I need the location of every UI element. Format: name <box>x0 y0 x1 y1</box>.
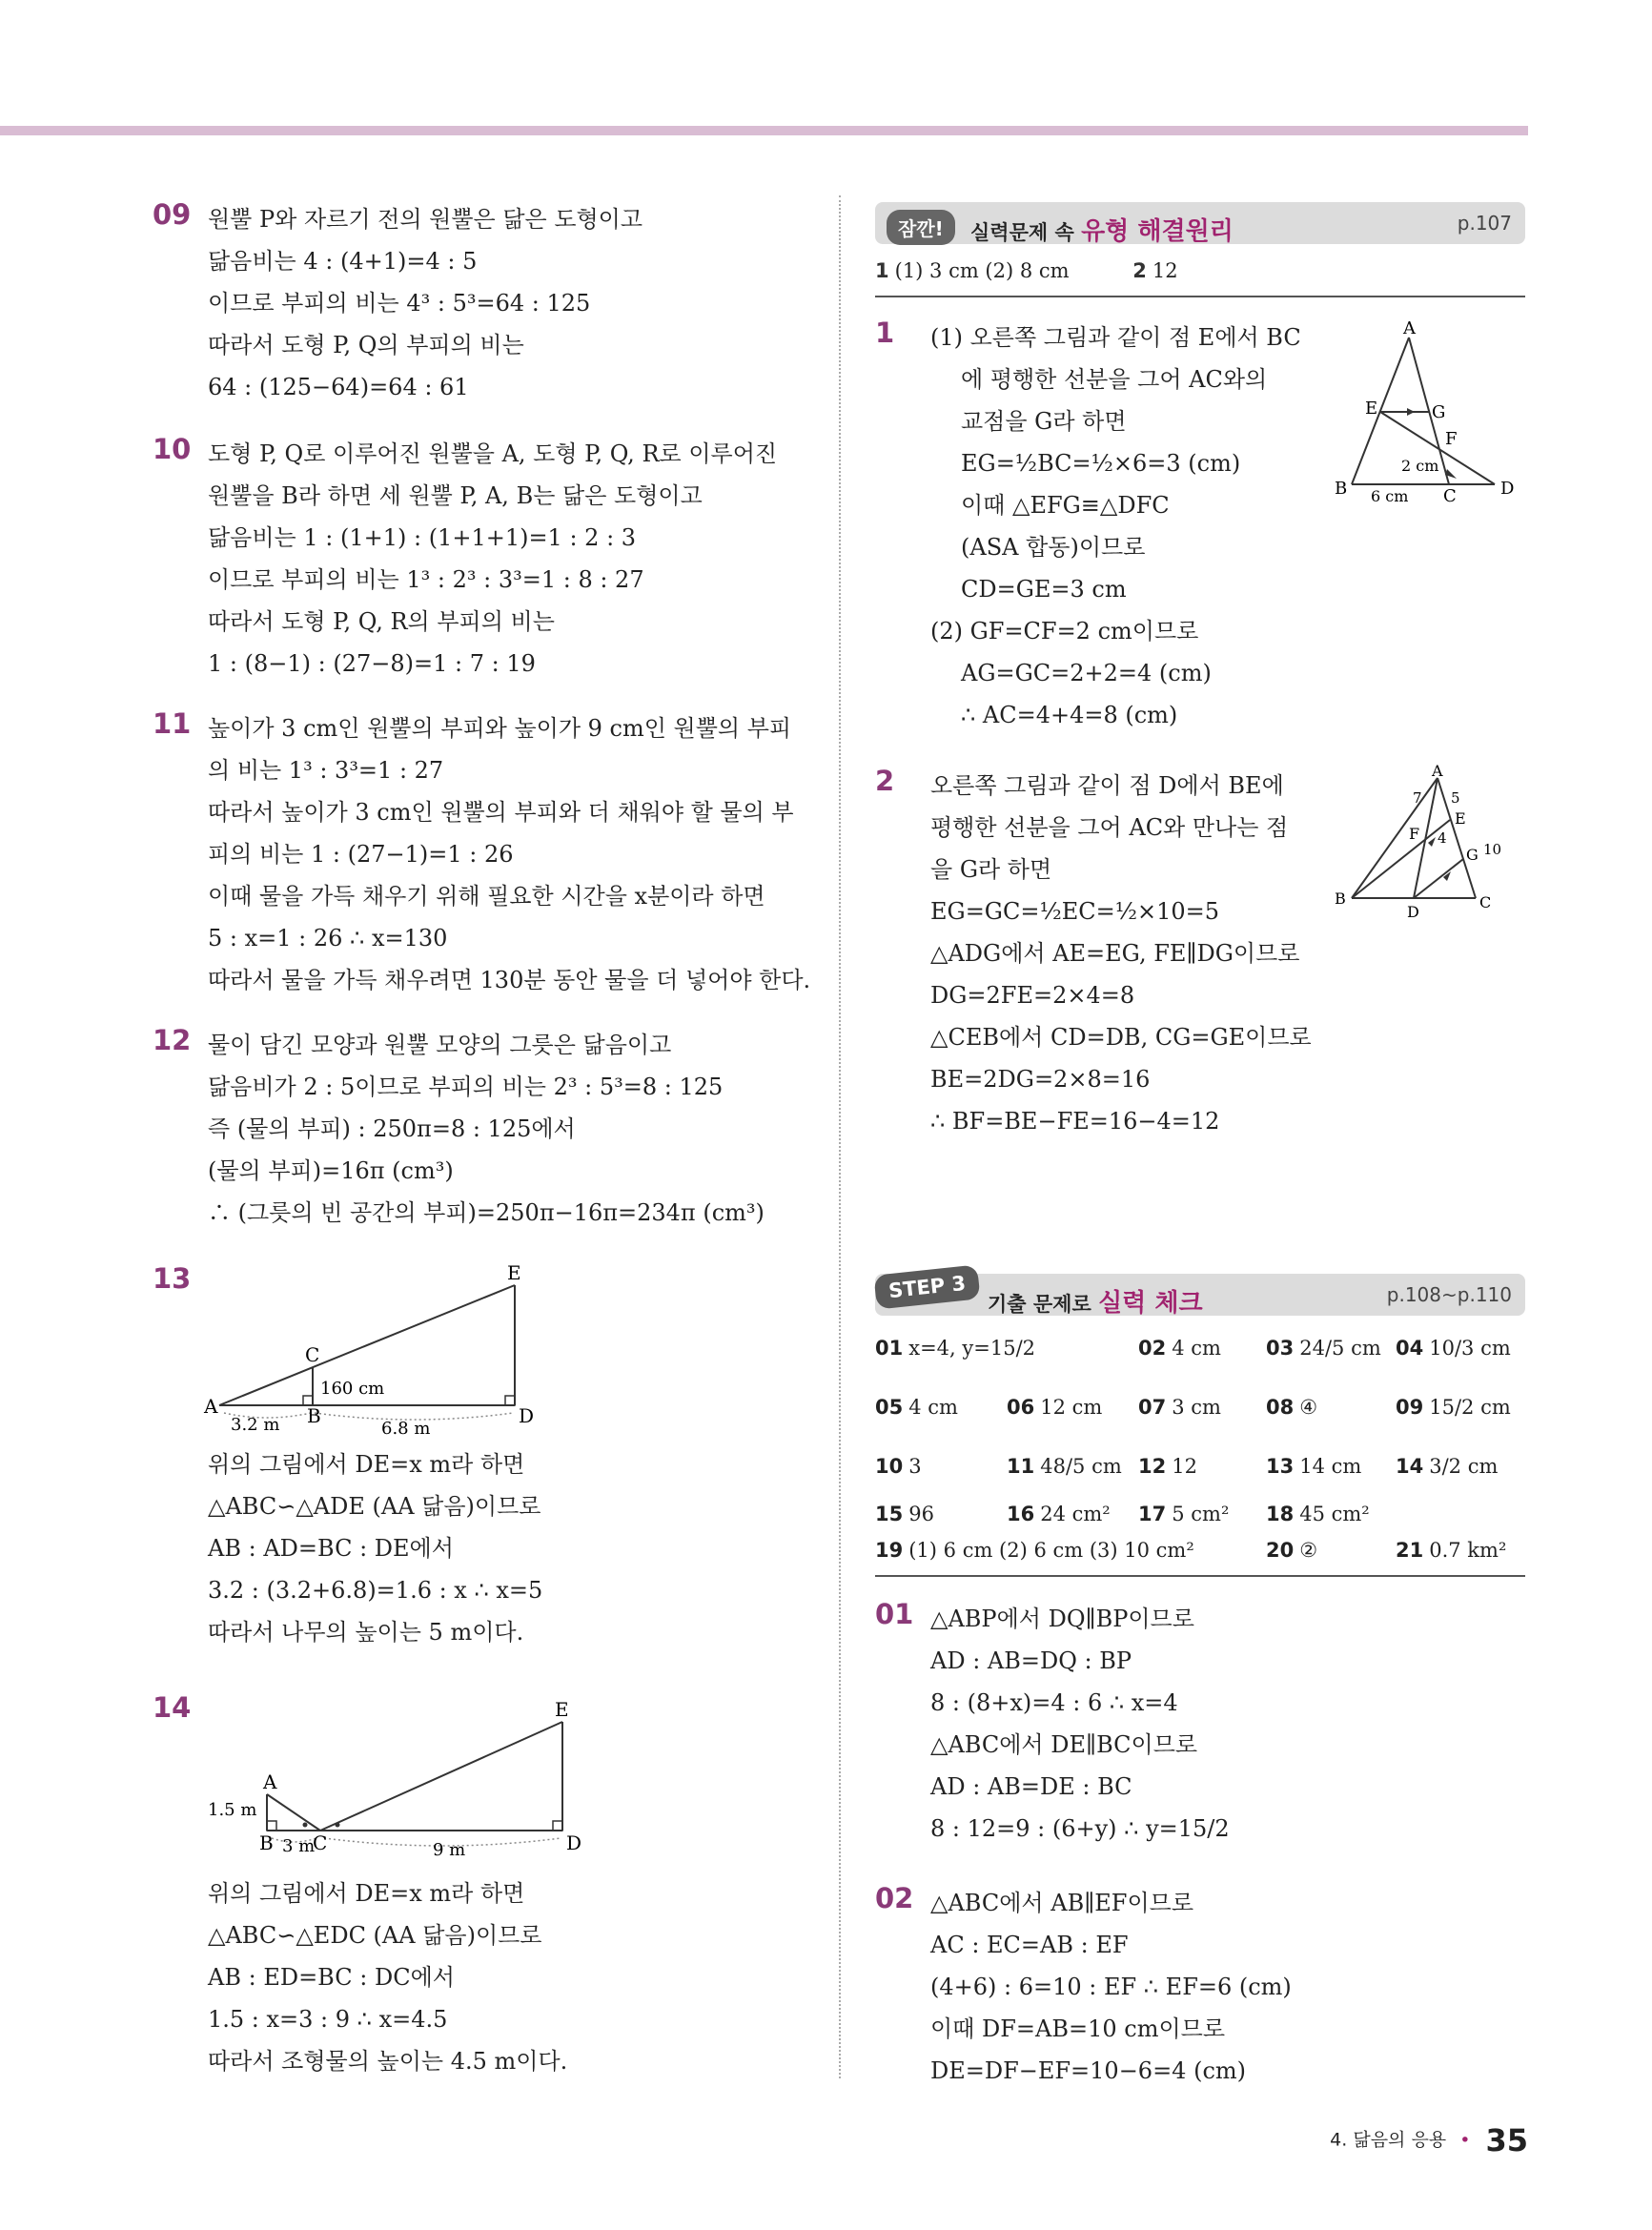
point-label: G <box>1466 846 1479 864</box>
point-label: C <box>305 1343 320 1366</box>
bullet-dot: • <box>1459 2129 1471 2151</box>
chapter-title: 4. 닮음의 응용 <box>1330 2129 1447 2151</box>
length-label: 2 cm <box>1401 457 1439 475</box>
solution-line: AB : ED=BC : DC에서 <box>208 1964 455 1991</box>
column-divider <box>839 195 841 2078</box>
answer-item: 21 0.7 km² <box>1396 1539 1507 1562</box>
problem-number: 09 <box>153 198 192 231</box>
answer-item: 07 3 cm <box>1138 1396 1221 1419</box>
point-label: C <box>1479 893 1492 911</box>
point-label: A <box>1403 318 1416 338</box>
answer-item: 14 3/2 cm <box>1396 1455 1499 1478</box>
solution-line: BE=2DG=2×8=16 <box>930 1066 1151 1093</box>
length-label: 4 <box>1438 829 1447 847</box>
problem-number: 2 <box>875 765 895 797</box>
answer-item: 11 48/5 cm <box>1007 1455 1122 1478</box>
solution-line: 의 비는 1³ : 3³=1 : 27 <box>208 757 444 784</box>
solution-line: 에 평행한 선분을 그어 AC와의 <box>961 366 1268 393</box>
solution-line: 따라서 도형 P, Q, R의 부피의 비는 <box>208 608 555 635</box>
solution-line: 이때 △EFG≡△DFC <box>961 492 1170 519</box>
point-label: F <box>1409 825 1420 843</box>
problem-number: 01 <box>875 1598 914 1630</box>
solution-line: 이므로 부피의 비는 1³ : 2³ : 3³=1 : 8 : 27 <box>208 566 644 593</box>
solution-line: 8 : (8+x)=4 : 6 ∴ x=4 <box>930 1689 1178 1716</box>
answer-item: 12 12 <box>1138 1455 1197 1478</box>
solution-line: △ABC∽△EDC (AA 닮음)이므로 <box>208 1922 542 1949</box>
section-banner-tip <box>875 202 1525 244</box>
solution-line: △ADG에서 AE=EG, FE∥DG이므로 <box>930 940 1300 967</box>
point-label: F <box>1445 429 1458 449</box>
solution-line: 이때 DF=AB=10 cm이므로 <box>930 2015 1225 2042</box>
answer-item: 17 5 cm² <box>1138 1503 1230 1525</box>
solution-line: DE=DF−EF=10−6=4 (cm) <box>930 2057 1247 2084</box>
point-label: D <box>566 1831 582 1854</box>
answer-item: 06 12 cm <box>1007 1396 1103 1419</box>
tree-shadow-diagram <box>200 1262 639 1453</box>
solution-line: 위의 그림에서 DE=x m라 하면 <box>208 1880 525 1907</box>
solution-line: 64 : (125−64)=64 : 61 <box>208 374 469 400</box>
point-label: B <box>307 1404 321 1427</box>
mirror-reflection-diagram <box>200 1691 639 1882</box>
length-label: 6.8 m <box>381 1419 431 1439</box>
problem-number: 14 <box>153 1691 192 1724</box>
length-label: 160 cm <box>320 1379 385 1399</box>
solution-line: 원뿔을 B라 하면 세 원뿔 P, A, B는 닮은 도형이고 <box>208 482 703 509</box>
point-label: A <box>1432 765 1443 780</box>
solution-line: △ABC에서 DE∥BC이므로 <box>930 1731 1198 1758</box>
solution-line: EG=GC=½EC=½×10=5 <box>930 898 1219 925</box>
solution-line: 교점을 G라 하면 <box>961 408 1127 435</box>
solution-line: 3.2 : (3.2+6.8)=1.6 : x ∴ x=5 <box>208 1577 543 1604</box>
point-label: D <box>1500 479 1515 499</box>
answer-item: 05 4 cm <box>875 1396 958 1419</box>
problem-number: 02 <box>875 1882 914 1914</box>
solution-line: 닮음비가 2 : 5이므로 부피의 비는 2³ : 5³=8 : 125 <box>208 1074 724 1100</box>
solution-line: AD : AB=DE : BC <box>930 1773 1132 1800</box>
length-label: 1.5 m <box>208 1800 257 1820</box>
solution-line: △CEB에서 CD=DB, CG=GE이므로 <box>930 1024 1312 1051</box>
point-label: C <box>1443 486 1457 506</box>
problem-number: 12 <box>153 1024 192 1056</box>
solution-line: (ASA 합동)이므로 <box>961 534 1146 561</box>
answer-item: 03 24/5 cm <box>1266 1337 1381 1360</box>
point-label: B <box>1335 890 1346 908</box>
point-label: B <box>259 1831 274 1854</box>
solution-line: AD : AB=DQ : BP <box>930 1647 1132 1674</box>
solution-line: 즉 (물의 부피) : 250π=8 : 125에서 <box>208 1115 576 1142</box>
problem-number: 1 <box>875 317 895 349</box>
solution-line: 따라서 조형물의 높이는 4.5 m이다. <box>208 2048 568 2075</box>
solution-line: △ABC에서 AB∥EF이므로 <box>930 1890 1194 1916</box>
point-label: A <box>204 1395 218 1418</box>
solution-line: 따라서 높이가 3 cm인 원뿔의 부피와 더 채워야 할 물의 부 <box>208 799 794 826</box>
problem-number: 10 <box>153 433 192 465</box>
solution-line: DG=2FE=2×4=8 <box>930 982 1135 1009</box>
solution-line: ∴ (그릇의 빈 공간의 부피)=250π−16π=234π (cm³) <box>208 1199 765 1226</box>
solution-line: 따라서 물을 가득 채우려면 130분 동안 물을 더 넣어야 한다. <box>208 967 811 993</box>
point-label: E <box>555 1698 569 1721</box>
length-label: 6 cm <box>1371 487 1409 505</box>
solution-line: 평행한 선분을 그어 AC와 만나는 점 <box>930 814 1289 841</box>
top-color-bar <box>0 126 1528 135</box>
solution-line: (1) 오른쪽 그림과 같이 점 E에서 BC <box>930 324 1301 351</box>
divider <box>875 296 1525 297</box>
tip-pill: 잠깐! <box>887 210 955 245</box>
solution-line: 높이가 3 cm인 원뿔의 부피와 높이가 9 cm인 원뿔의 부피 <box>208 715 792 742</box>
section-banner-step3 <box>875 1271 1525 1318</box>
solution-line: △ABC∽△ADE (AA 닮음)이므로 <box>208 1493 541 1520</box>
solution-line: 위의 그림에서 DE=x m라 하면 <box>208 1451 525 1478</box>
quick-answer-row: 1 (1) 3 cm (2) 8 cm 2 12 <box>875 259 1178 282</box>
solution-line: 을 G라 하면 <box>930 856 1052 883</box>
solution-line: AC : EC=AB : EF <box>930 1932 1129 1958</box>
solution-line: 1.5 : x=3 : 9 ∴ x=4.5 <box>208 2006 448 2033</box>
answer-item: 18 45 cm² <box>1266 1503 1370 1525</box>
step-pill: STEP 3 <box>873 1264 980 1309</box>
point-label: D <box>1407 903 1419 921</box>
solution-line: 피의 비는 1 : (27−1)=1 : 26 <box>208 841 514 868</box>
solution-line: CD=GE=3 cm <box>961 576 1127 603</box>
point-label: G <box>1432 402 1446 422</box>
solution-line: 8 : 12=9 : (6+y) ∴ y=15/2 <box>930 1815 1230 1842</box>
solution-line: (4+6) : 6=10 : EF ∴ EF=6 (cm) <box>930 1974 1292 2000</box>
banner-title: 기출 문제로 실력 체크 <box>988 1289 1203 1318</box>
solution-line: EG=½BC=½×6=3 (cm) <box>961 450 1241 477</box>
solution-line: (물의 부피)=16π (cm³) <box>208 1157 454 1184</box>
answer-item: 15 96 <box>875 1503 934 1525</box>
solution-line: 원뿔 P와 자르기 전의 원뿔은 닮은 도형이고 <box>208 206 643 233</box>
solution-line: 물이 담긴 모양과 원뿔 모양의 그릇은 닮음이고 <box>208 1032 672 1058</box>
page-reference: p.108~p.110 <box>1386 1283 1512 1306</box>
length-label: 7 <box>1413 789 1422 807</box>
solution-line: 따라서 도형 P, Q의 부피의 비는 <box>208 332 524 358</box>
point-label: E <box>1455 809 1466 828</box>
answer-item: 20 ② <box>1266 1539 1318 1562</box>
solution-line: 오른쪽 그림과 같이 점 D에서 BE에 <box>930 772 1284 799</box>
problem-number: 13 <box>153 1262 192 1295</box>
point-label: E <box>1365 399 1378 419</box>
solution-line: ∴ AC=4+4=8 (cm) <box>961 702 1178 728</box>
solution-line: 닮음비는 1 : (1+1) : (1+1+1)=1 : 2 : 3 <box>208 524 637 551</box>
length-label: 3 m <box>282 1836 316 1856</box>
solution-line: 1 : (8−1) : (27−8)=1 : 7 : 19 <box>208 650 536 677</box>
solution-line: 이때 물을 가득 채우기 위해 필요한 시간을 x분이라 하면 <box>208 883 765 910</box>
solution-line: 5 : x=1 : 26 ∴ x=130 <box>208 925 448 951</box>
solution-line: AG=GC=2+2=4 (cm) <box>961 660 1212 686</box>
solution-line: △ABP에서 DQ∥BP이므로 <box>930 1606 1194 1632</box>
solution-line: 이므로 부피의 비는 4³ : 5³=64 : 125 <box>208 290 591 317</box>
divider <box>875 1575 1525 1577</box>
banner-title: 실력문제 속 유형 해결원리 <box>970 217 1234 246</box>
page-footer <box>1330 2122 1528 2158</box>
point-label: E <box>507 1262 521 1284</box>
answer-item: 01 x=4, y=15/2 <box>875 1337 1036 1360</box>
solution-line: 닮음비는 4 : (4+1)=4 : 5 <box>208 248 478 275</box>
solution-line: 따라서 나무의 높이는 5 m이다. <box>208 1619 524 1646</box>
answer-item: 02 4 cm <box>1138 1337 1221 1360</box>
point-label: D <box>519 1404 535 1427</box>
problem-number: 11 <box>153 707 192 740</box>
triangle-midpoint-diagram <box>1333 317 1523 507</box>
length-label: 9 m <box>433 1840 466 1860</box>
length-label: 5 <box>1451 789 1460 807</box>
answer-item: 04 10/3 cm <box>1396 1337 1511 1360</box>
length-label: 3.2 m <box>231 1415 280 1435</box>
answer-item: 08 ④ <box>1266 1396 1318 1419</box>
answer-item: 19 (1) 6 cm (2) 6 cm (3) 10 cm² <box>875 1539 1194 1562</box>
solution-line: 도형 P, Q로 이루어진 원뿔을 A, 도형 P, Q, R로 이루어진 <box>208 440 778 467</box>
page-reference: p.107 <box>1457 212 1512 235</box>
point-label: B <box>1335 479 1348 499</box>
page-number: 35 <box>1485 2122 1528 2158</box>
answer-item: 09 15/2 cm <box>1396 1396 1511 1419</box>
solution-line: AB : AD=BC : DE에서 <box>208 1535 454 1562</box>
solution-line: (2) GF=CF=2 cm이므로 <box>930 618 1199 644</box>
point-label: C <box>313 1831 328 1854</box>
solution-line: ∴ BF=BE−FE=16−4=12 <box>930 1108 1220 1135</box>
length-label: 10 <box>1483 841 1502 858</box>
triangle-parallel-diagram <box>1333 765 1523 927</box>
answer-item: 16 24 cm² <box>1007 1503 1111 1525</box>
point-label: A <box>263 1770 277 1793</box>
answer-item: 10 3 <box>875 1455 922 1478</box>
answer-item: 13 14 cm <box>1266 1455 1362 1478</box>
